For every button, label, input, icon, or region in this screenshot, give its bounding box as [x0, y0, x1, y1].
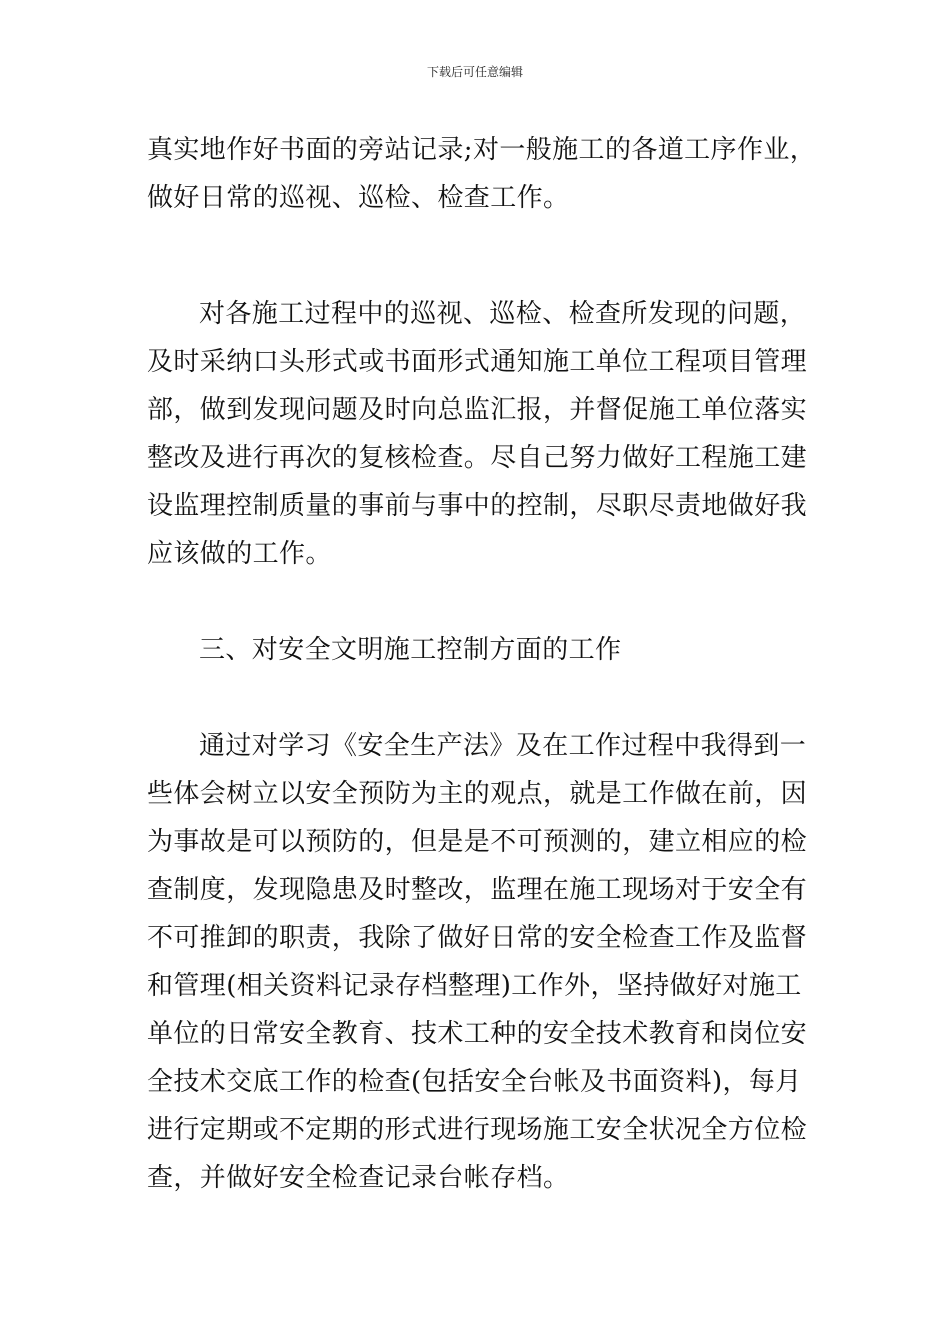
- text-line: 整改及进行再次的复核检查。尽自己努力做好工程施工建: [147, 443, 808, 473]
- paragraph-safety: [147, 722, 809, 1202]
- text-line: 查制度，发现隐患及时整改，监理在施工现场对于安全有: [147, 875, 808, 905]
- text-line: 部，做到发现问题及时向总监汇报，并督促施工单位落实: [147, 395, 808, 425]
- page-header: 下载后可任意编辑: [426, 65, 523, 79]
- text-line: 对各施工过程中的巡视、巡检、检查所发现的问题，: [199, 299, 807, 329]
- text-line: 全技术交底工作的检查(包括安全台帐及书面资料)，每月: [147, 1067, 802, 1097]
- document-body: [147, 126, 817, 1202]
- paragraph-inspection: [147, 290, 809, 578]
- text-line: 做好日常的巡视、巡检、检查工作。: [147, 183, 570, 213]
- text-line: 查，并做好安全检查记录台帐存档。: [147, 1163, 570, 1193]
- text-line: 及时采纳口头形式或书面形式通知施工单位工程项目管理: [147, 347, 808, 377]
- section-heading: [147, 626, 809, 674]
- text-line: 设监理控制质量的事前与事中的控制，尽职尽责地做好我: [147, 491, 808, 521]
- text-line: 单位的日常安全教育、技术工种的安全技术教育和岗位安: [147, 1019, 808, 1049]
- section-heading-text: 三、对安全文明施工控制方面的工作: [199, 635, 622, 665]
- text-line: 和管理(相关资料记录存档整理)工作外，坚持做好对施工: [147, 971, 802, 1001]
- text-line: 应该做的工作。: [147, 539, 332, 569]
- text-line: 些体会树立以安全预防为主的观点，就是工作做在前，因: [147, 779, 808, 809]
- text-line: 通过对学习《安全生产法》及在工作过程中我得到一: [199, 731, 807, 761]
- text-line: 进行定期或不定期的形式进行现场施工安全状况全方位检: [147, 1115, 808, 1145]
- text-line: 为事故是可以预防的，但是是不可预测的，建立相应的检: [147, 827, 808, 857]
- paragraph-continuation: [147, 126, 817, 222]
- text-line: 不可推卸的职责，我除了做好日常的安全检查工作及监督: [147, 923, 808, 953]
- text-line: 真实地作好书面的旁站记录;对一般施工的各道工序作业，: [147, 135, 817, 165]
